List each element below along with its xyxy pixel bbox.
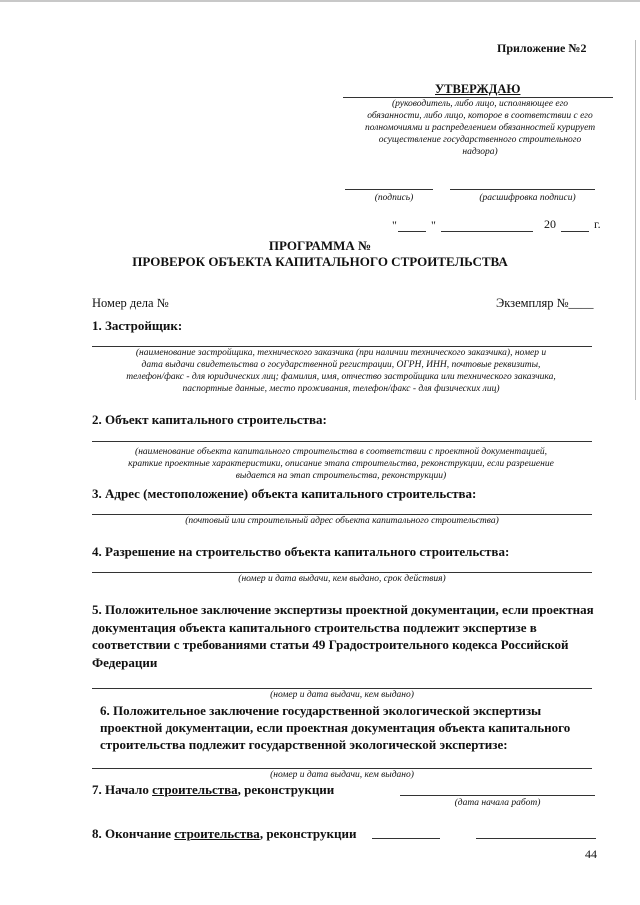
copy-number: Экземпляр №____	[496, 296, 594, 310]
section-1-title: 1. Застройщик:	[92, 318, 183, 333]
section-5-caption: (номер и дата выдачи, кем выдано)	[270, 690, 414, 700]
section-7-line	[400, 795, 595, 796]
section-2-line	[92, 441, 592, 442]
signature-line	[345, 189, 433, 190]
section-5-title: 5. Положительное заключение экспертизы проектной документации, если проектная документация объекта капитального строительства подлежит экспертизе в соответствии с требованиями статьи 49 Градостроительного кодекса Российской Федерации	[92, 602, 594, 670]
section-3-title: 3. Адрес (местоположение) объекта капитального строительства:	[92, 486, 477, 501]
date-year-line	[561, 231, 589, 232]
section-4-title: 4. Разрешение на строительство объекта капитального строительства:	[92, 544, 510, 559]
program-title: ПРОГРАММА №	[268, 238, 372, 253]
year-suffix: г.	[594, 217, 601, 231]
date-day-line	[398, 231, 426, 232]
approver-caption: (руководитель, либо лицо, исполняющее его обязанности, либо лицо, которое в соответствии с его полномочиями и распределением обязанностей курирует осуществление государственного строительного надзора)	[364, 99, 596, 157]
section-3-caption: (почтовый или строительный адрес объекта капитального строительства)	[185, 516, 499, 526]
section-8-line-1	[372, 838, 440, 839]
section-8-title: 8. Окончание строительства, реконструкции	[92, 826, 357, 841]
section-1-caption: (наименование застройщика, технического заказчика (при наличии технического заказчика), номер и дата выдачи свидетельства о государственной регистрации, ОГРН, ИНН, почтовые реквизиты, телефон/факс - для юридических лиц; фамилия, имя, отчество застройщика или технического заказчика, паспортные данные, место проживания, телефон/факс - для физических лиц)	[126, 348, 556, 394]
case-number: Номер дела №	[92, 296, 169, 310]
section-8-line-2	[476, 838, 596, 839]
section-6-title: 6. Положительное заключение государственной экологической экспертизы проектной документации, если проектная документация объекта капитального строительства подлежит государственной экологической экспертизе:	[100, 703, 571, 752]
date-quote-close: "	[431, 218, 436, 232]
scan-edge-right	[635, 40, 636, 400]
date-quote-open: "	[392, 218, 397, 232]
approve-title: УТВЕРЖДАЮ	[435, 82, 521, 96]
signature-decode-caption: (расшифровка подписи)	[479, 193, 576, 203]
section-2-caption: (наименование объекта капитального строительства в соответствии с проектной документацией, краткие проектные характеристики, описание этапа строительства, реконструкции, если разрешение выдается на этап строительства, реконструкции)	[128, 447, 554, 481]
section-7-caption: (дата начала работ)	[454, 798, 541, 808]
program-subtitle: ПРОВЕРОК ОБЪЕКТА КАПИТАЛЬНОГО СТРОИТЕЛЬСТВА	[132, 254, 508, 269]
appendix-label: Приложение №2	[497, 41, 587, 55]
signature-caption: (подпись)	[374, 193, 414, 203]
section-4-caption: (номер и дата выдачи, кем выдано, срок действия)	[238, 574, 446, 584]
page-number: 44	[585, 847, 597, 861]
section-6-caption: (номер и дата выдачи, кем выдано)	[270, 770, 414, 780]
date-month-line	[441, 231, 533, 232]
scan-edge-top	[0, 0, 640, 2]
signature-decode-line	[450, 189, 595, 190]
year-prefix: 20	[544, 217, 556, 231]
section-7-title: 7. Начало строительства, реконструкции	[92, 782, 335, 797]
section-2-title: 2. Объект капитального строительства:	[92, 412, 327, 427]
